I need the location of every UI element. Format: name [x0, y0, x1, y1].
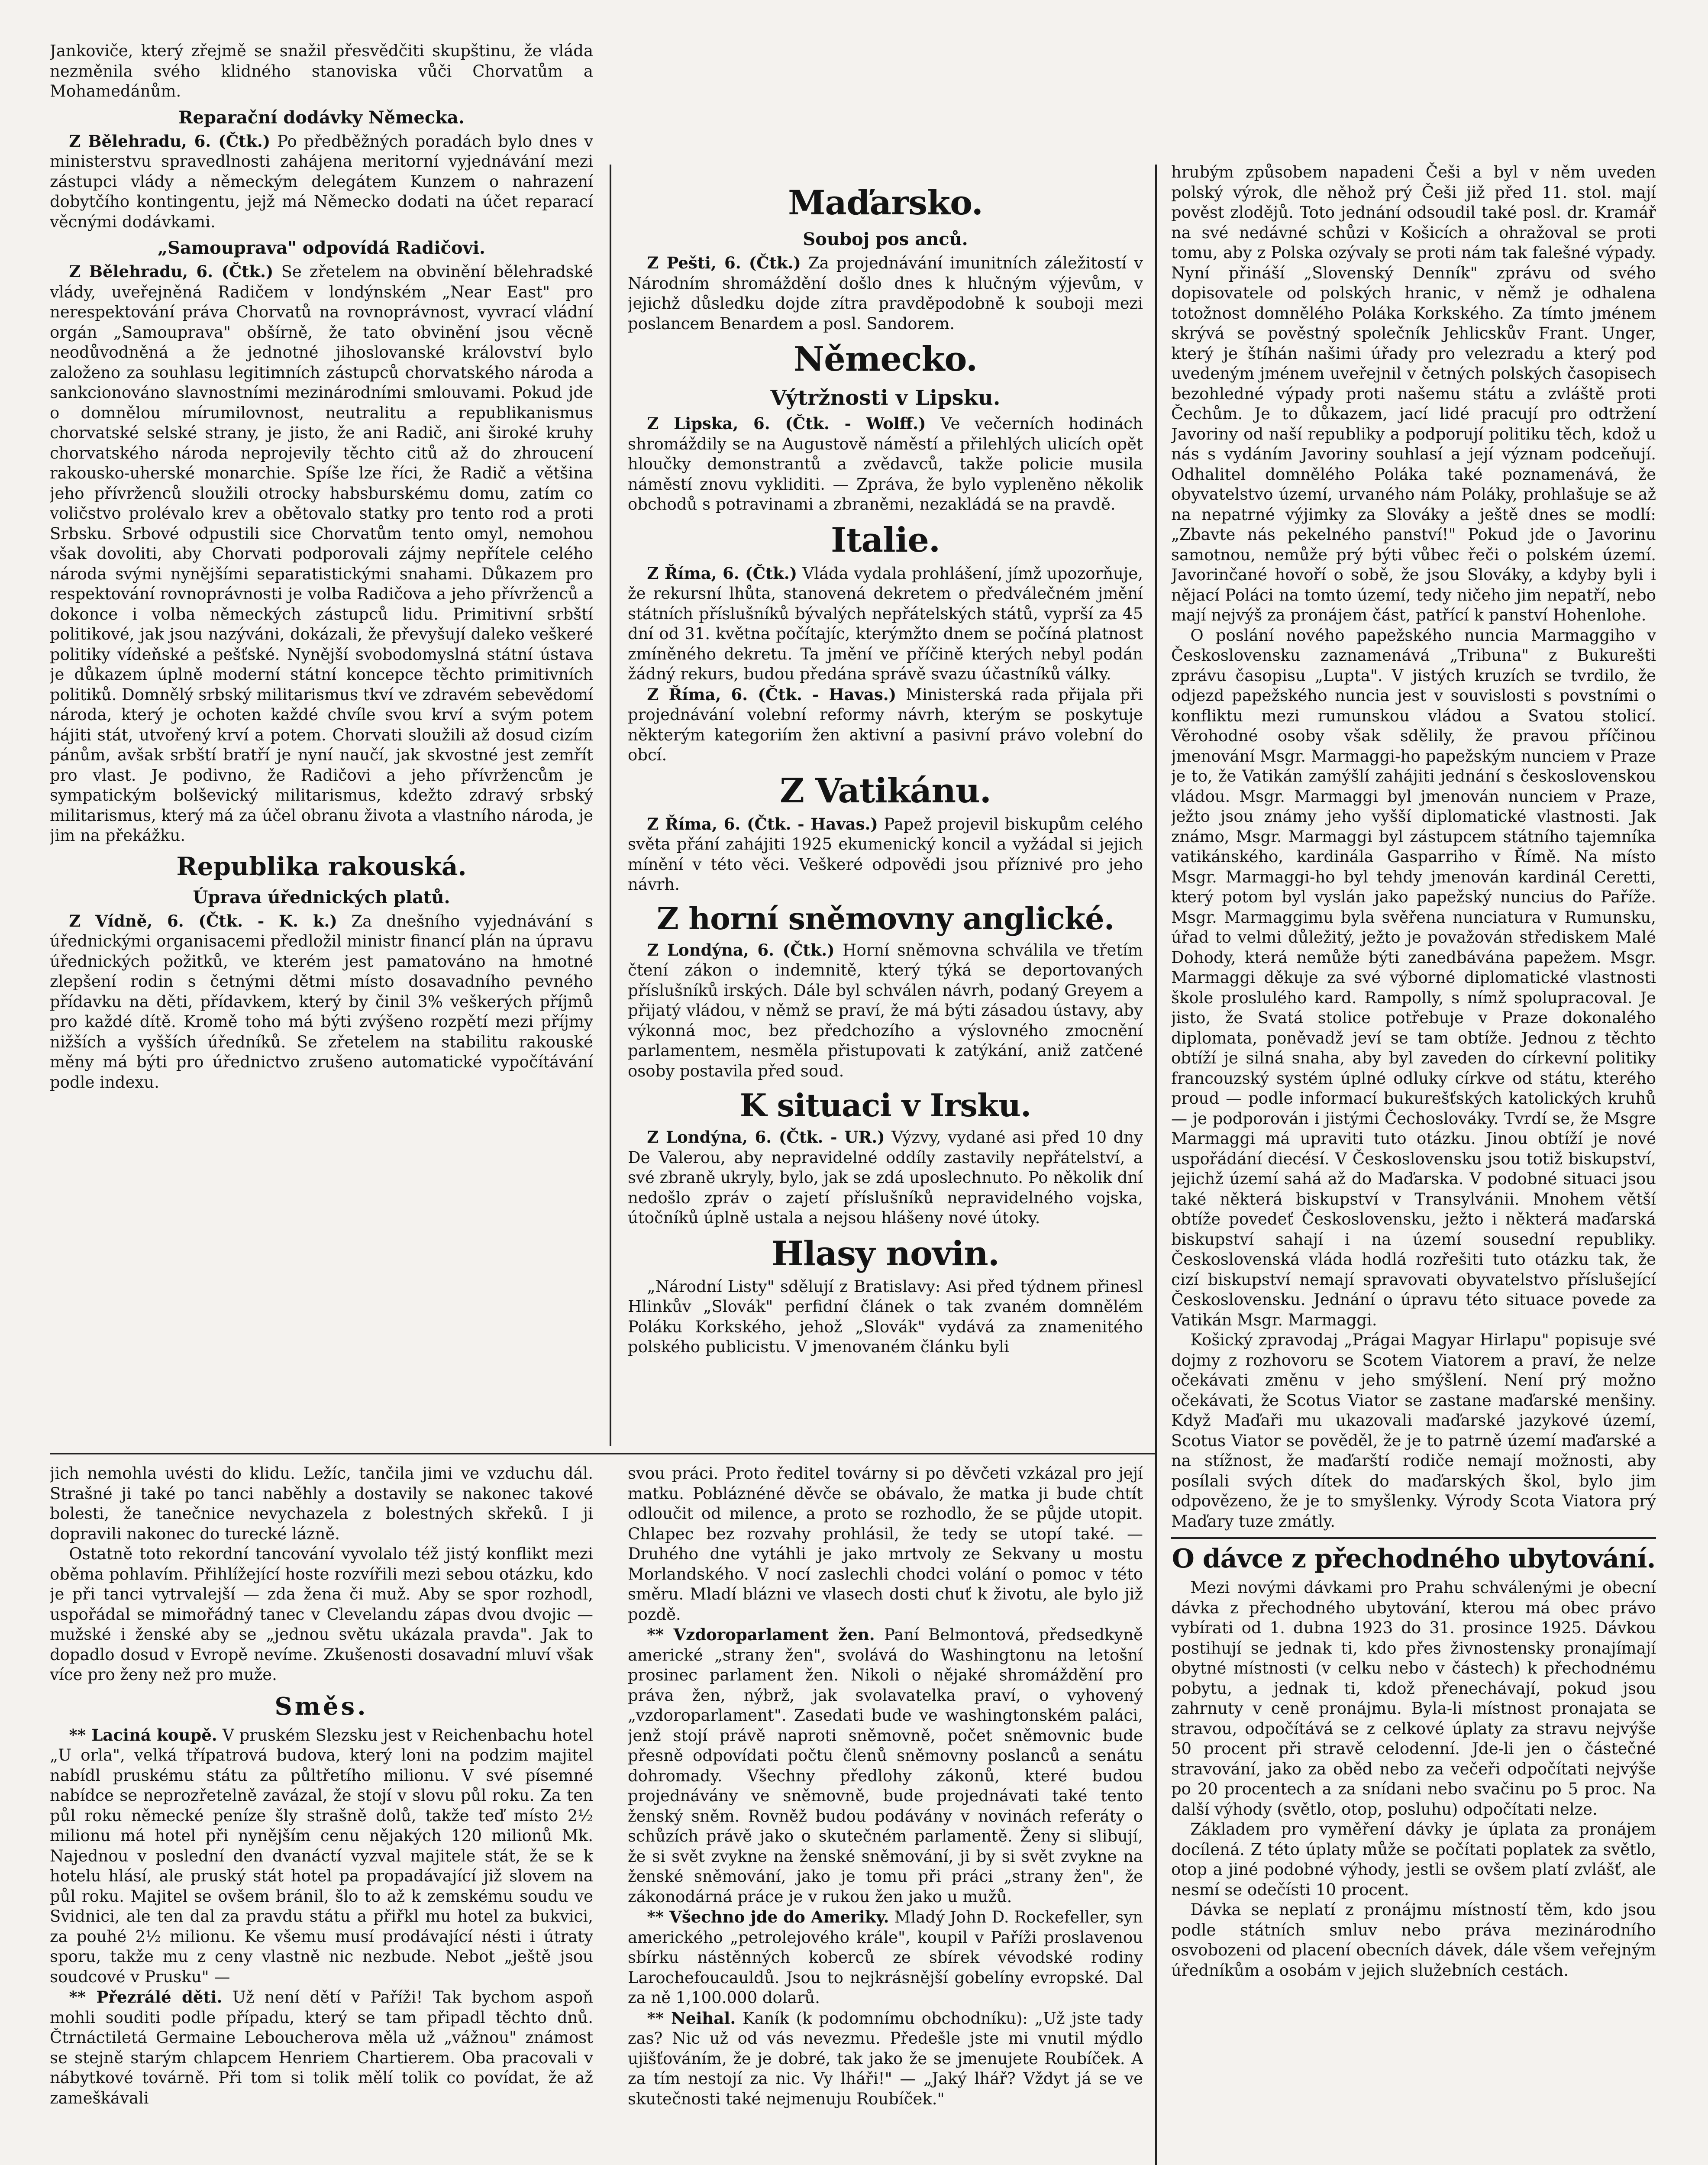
- headline-horni: Z horní sněmovny anglické.: [656, 900, 1114, 937]
- article-intro: Jankoviče, který zřejmě se snažil přesvědčiti skupštinu, že vláda nezměnila svého klidného stanoviska vůči Chorvatům a Mohamedánům.: [50, 42, 593, 100]
- feuilleton-cont: jich nemohla uvésti do klidu. Ležíc, tančila jimi ve vzduchu dál. Strašné ji také po tanci naběhly a dostavily se nakonec takové bolesti, že tanečnice nevychazela z bolestných skřeků. I ji dopravili nakonec do turecké lázně.: [50, 1464, 593, 1543]
- article-samouprava: [50, 262, 593, 846]
- article-davce-1: Mezi novými dávkami pro Prahu schválenými je obecní dávka z přechodného ubytování, kterou má obec právo vybírati od 1. dubna 1923 do 31. prosince 1925. Dávkou postihují se jednak ti, kdo přes živnostensky pronajímají obytné místnosti (v celku nebo v částech) k přechodnému pobytu, a jednak ti, kdož přenechávají, pokud jsou zahrnuty v ceně pronájmu. Byla-li místnost pronajata se stravou, odpočítává se z celkové úplaty za stravu nejvýše 50 procent při stravě celodenní. Jde-li jen o částečné stravování, jako za oběd nebo za večeři odpočítati nejvýše po 20 procentech a za snídani nebo svačinu po 5 proc. Na další výhody (světlo, otop, posluhu) odpočítati nelze.: [1171, 1578, 1656, 1819]
- article-davce-2: Základem pro vyměření dávky je úplata za pronájem docílená. Z této úplaty může se počítati poplatek za světlo, otop a jiné podobné výhody, jestli se ovšem platí zvlášť, ale nesmí se odečísti 10 procent.: [1171, 1820, 1656, 1899]
- article-body: Po předběžných poradách bylo dnes v ministerstvu spravedlnosti zahájena meritorní vyjednávání mezi zástupci vlády a německým delegátem Kunzem o nahrazení dobytčího kontingentu, jejž má Německo dodati na účet reparací věcnými dodávkami.: [50, 132, 593, 231]
- article-reparace: [50, 131, 593, 233]
- article-nuncius: O poslání nového papežského nuncia Marmaggiho v Československu zaznamenává „Tribuna" z Bukurešti zprávu časopisu „Lupta". V jistých kruzích se tvrdilo, že odjezd papežského nuncia jest v souvislosti s povstními o konfliktu mezi rumunskou vládou a Svatou stolicí. Věrohodné osoby však sdělily, že pravou příčinou jmenování Msgr. Marmaggi-ho papežským nunciem v Praze je to, že Vatikán zamýšlí zahájiti jednání s československou vládou. Msgr. Marmaggi byl jmenován nunciem v Praze, ježto jsou známy jeho vyšší diplomatické vlastnosti. Jak známo, Msgr. Marmaggi byl zástupcem státního tajemníka vatikánského, kardinála Gasparriho v Římě. Na místo Msgr. Marmaggi-ho byl tehdy jmenován kardinál Ceretti, který potom byl vyslán jako papežský nuncius do Paříže. Msgr. Marmaggimu byla svěřena nunciatura v Rumunsku, úřad to velmi důležitý, ježto je považován střediskem Malé Dohody, která nemůže býti zanedbávána papežem. Msgr. Marmaggi děkuje za své výborné diplomatické vlastnosti škole proslulého kard. Rampolly, s nímž spolupracoval. Je jisto, že Svatá stolice potřebuje v Praze dokonalého diplomata, poněvadž jeví se tam obtíže. Jednou z těchto obtíží je silná snaha, aby byl zaveden do církevní politiky francouzský systém úplné odluky církve od státu, kterého proud — podle informací bukurešťských katolických kruhů — je podporován i jistými Čechoslováky. Tvrdí se, že Msgre Marmaggi má upraviti tuto otázku. Jinou obtíží je nové uspořádání diecésí. V Československu jsou totiž biskupství, jejichž území sahá až do Maďarska. V podobné situaci jsou také některá biskupství v Transylvánii. Mnohem větší obtíže povedeť Československu, ježto i některá maďarská biskupství sahají i na území sousední republiky. Československá vláda hodlá rozřešiti tuto otázku tak, že cizí biskupství nemají spravovati obyvatelstvo příslušející Československu. Jednání o úpravu této situace povede za Vatikán Msgr. Marmaggi.: [1171, 626, 1656, 1329]
- headline-irsko: K situaci v Irsku.: [739, 1087, 1031, 1124]
- article-body: Vláda vydala prohlášení, jímž upozorňuje, že rekursní lhůta, stanovená dekretem o předválečném jmění státních příslušníků bývalých nepřátelských států, vyprší za 45 dní od 31. května počítajíc, kterýmžto dnem se počíná platnost zmíněného dekretu. Ta jmění ve příčině kterých nebyl podán žádný rekurs, budou předána správě svazu účastníků války.: [628, 564, 1143, 683]
- article-horni: [628, 940, 1143, 1082]
- article-italie-2: [628, 685, 1143, 766]
- article-scotus-viator: Košický zpravodaj „Prágai Magyar Hirlapu" popisuje své dojmy z rozhovoru se Scotem Viatorem a praví, že nelze očekávati změnu v jeho smýšlení. Není prý možno očekávati, že Scotus Viator se zastane maďarské menšiny. Když Maďaři mu ukazovali maďarské jazykové území, Scotus Viator se pověděl, že je to patrně území maďarské a na stížnost, že maďarští rodiče nemají možnosti, aby posílali svých dítek do maďarských škol, bylo jim odpovězeno, že je to smyšlenky. Výrody Scota Viatora prý Maďary tuze zmátly.: [1171, 1331, 1656, 1531]
- dateline: Z Vídně, 6. (Čtk. - K. k.): [69, 911, 337, 931]
- lower-column-1: [50, 1464, 593, 2165]
- headline-madarsko: Maďarsko.: [788, 183, 983, 223]
- headline-davce: O dávce z přechodného ubytování.: [1171, 1537, 1656, 1575]
- item-amerika: [628, 1907, 1143, 2008]
- headline-vatikan: Z Vatikánu.: [780, 771, 991, 811]
- column-2: [628, 178, 1143, 1446]
- article-davce-3: Dávka se neplatí z pronájmu místností těm, kdo jsou podle státních smluv nebo práva mezinárodního osvobozeni od placení obecních dávek, dále všem veřejným úředníkům a osobám v jejich služebních cestách.: [1171, 1900, 1656, 1980]
- section-rule: [50, 1453, 1155, 1454]
- column-3: [1171, 162, 1656, 2165]
- item-body: Už není dětí v Paříži! Tak bychom aspoň mohli souditi podle případu, který se tam připadl těchto dnů. Čtrnáctiletá Germaine Leboucherova měla už „vážnou" známost se stejně starým chlapcem Henriem Chartierem. Oba pracovali v nábytkové továrně. Při tom si tolik mělí tolik co povídat, že až zameškávali: [50, 1988, 593, 2107]
- article-body: Výzvy, vydané asi před 10 dny De Valerou, aby nepravidelné oddíly zastavily nepřátelství, a své zbraně ukryly, bylo, jak se zdá uposlechnuto. Po několik dní nedošlo zpráv o zajetí příslušníků nepravidelného vojska, útočníků úplně ustala a nejsou hlášeny nové útoky.: [628, 1128, 1143, 1227]
- article-hlasy-cont: hrubým způsobem napadeni Češi a byl v něm uveden polský výrok, dle něhož prý Češi již před 11. stol. mají pověst zlodějů. Toto jednání odsoudil také posl. dr. Kramář na své nedávné schůzi v Košicích a ohražoval se proti tomu, aby z Polska ozývaly se proti nám tak falešné výpady. Nyní přináší „Slovenský Denník" zprávu od svého dopisovatele od polských hranic, v němž je odhalena totožnost domnělého Poláka Korkského. Za tímto jménem skrývá se pověstný společník Jehlicskův Frant. Unger, který je štíhán našimi úřady pro velezradu a který pod uvedeným jménem uveřejnil v četných polských časopisech bezohledné výpady proti našemu státu a zvláště proti Čechům. Je to důkazem, jací lidé pracují pro odtržení Javoriny od naší republiky a podporují politiku těch, kdož u nás s vydáním Javoriny souhlasí a její význam podceňují. Odhalitel domnělého Poláka také poznamenává, že obyvatelstvo území, urvaného nám Poláky, prohlašuje se až na nepatrné výjimky za Slováky a ještě dnes se modlí: „Zbavte nás pekelného panství!" Pokud jde o Javorinu samotnou, nemůže prý býti vůbec řeči o polském území. Javorinčané hovoří o sobě, že jsou Slováky, a kdyby byli i nějací Poláci na tomto území, tedy ničeho jim nepatří, nebo mají nejvýš za pronájem část, patřící k panství Hohenlohe.: [1171, 163, 1656, 624]
- column-rule: [610, 165, 611, 1446]
- article-vytrznosti: [628, 414, 1143, 515]
- item-title: ** Vzdoroparlament žen.: [647, 1625, 875, 1644]
- dateline: Z Londýna, 6. (Čtk.): [647, 940, 835, 960]
- headline-reparace: Reparační dodávky Německa.: [178, 107, 465, 128]
- item-body: V pruském Slezsku jest v Reichenbachu hotel „U orla", velká třípatrová budova, který loni na podzim majitel nabídl pruskému státu za půltřetího milionu. V své písemné nabídce se neprozřetelně zavázal, že stojí v slovu půl roku. Za ten půl roku německé peníze šly strašně dolů, takže teď místo 2½ milionu má hotel při nynějším cenu nějakých 120 milionů Mk. Najednou v poslední den dvanáctí vyzval majitele stát, že se k hotelu hlásí, ale pruský stát hotel pa propadávající již slovem na půl roku. Majitel se ovšem bránil, šlo to až k zemskému soudu ve Svidnici, ale ten dal za pravdu státu a přiřkl mu hotel za bukvici, za pouhé 2½ milionu. Ke všemu musí prodávající nésti i útraty sporu, takže mu z ceny vlastně nic nezbude. Nebot „ještě jsou soudcové v Prusku" —: [50, 1726, 593, 1986]
- item-title: ** Všechno jde do Ameriky.: [647, 1907, 889, 1926]
- item-body: Mladý John D. Rockefeller, syn amerického „petrolejového krále", koupil v Paříži proslavenou sbírku nástěnných koberců ze sbírek vévodské rodiny Larochefoucauldů. Jsou to nejkrásnější gobelíny evropské. Dal za ně 1,100.000 dolarů.: [628, 1908, 1143, 2007]
- article-body: Papež projevil biskupům celého světa přání zahájiti 1925 ekumenický koncil a vyžádal si jejich mínění v této věci. Veškeré odpovědi jsou příznivé pro jeho návrh.: [628, 814, 1143, 894]
- headline-souboj: Souboj pos anců.: [803, 229, 968, 249]
- item-title: ** Přezrálé děti.: [69, 1987, 223, 2007]
- dateline: Z Říma, 6. (Čtk. - Havas.): [647, 814, 878, 834]
- article-body: Ministerská rada přijala při projednávání volební reformy návrh, kterým se poskytuje některým kategoriím žen aktivní a pasivní právo volební do obcí.: [628, 685, 1143, 764]
- item-body: Paní Belmontová, předsedkyně americké „strany žen", svolává do Washingtonu na letošní prosinec parlament žen. Nikoli o nějaké shromáždění pro práva žen, nýbrž, jak svolavatelka praví, o vyhovený „vzdoroparlament". Zasedati bude ve washingtonském paláci, jenž stojí právě naproti sněmovně, počet sněmovnic bude přesně odpovídati počtu členů sněmovny poslanců a senátu dohromady. Všechny předlohy zákonů, které budou projednávány ve sněmovně, bude projednávati také tento ženský sněm. Rovněž budou podávány v novinách referáty o schůzích právě jako o skutečném parlamentě. Ženy si slibují, že si svět zvykne na ženské sněmování, ji by si svět zvykne na ženské sněmování, jako je tomu při práci „strany žen", že zákonodárná práce je v rukou žen jako u mužů.: [628, 1625, 1143, 1906]
- item-prezrale-deti-cont: svou práci. Proto ředitel továrny si po děvčeti vzkázal pro její matku. Pobláznéné děvče se obávalo, že matka ji bude chtít odloučit od milence, a proto se rozhodlo, že se půjde utopit. Chlapec bez rozvahy prohlásil, že tedy se utopí také. — Druhého dne vytáhli je jako mrtvoly ze Sekvany u mostu Morlandského. V nocí zaslechli chodci volání o pomoc v této směru. Mladí blázni ve vlasech dosti chuť k životu, ale bylo již pozdě.: [628, 1464, 1143, 1624]
- article-souboj: [628, 253, 1143, 334]
- dateline: Z Říma, 6. (Čtk.): [647, 563, 797, 583]
- article-uprava: [50, 911, 593, 1093]
- dateline: Z Pešti, 6. (Čtk.): [647, 253, 801, 272]
- headline-vytrznosti: Výtržnosti v Lipsku.: [770, 386, 1001, 410]
- article-irsko: [628, 1127, 1143, 1228]
- article-vatikan: [628, 814, 1143, 895]
- item-title: ** Neihal.: [647, 2008, 736, 2028]
- headline-smes: Směs.: [274, 1692, 368, 1721]
- article-body: Za dnešního vyjednávání s úřednickými organisacemi předložil ministr financí plán na úpravu úřednických požitků, ve kterém jest pamatováno na hmotné zlepšení rodin s četnými dětmi místo dosavadního pevného přídavku na děti, přídavkem, který by činil 3% veškerých příjmů pro každé dítě. Kromě toho má býti zvýšeno rozpětí mezi příjmy nižších a vyšších úředníků. Se zřetelem na stabilitu rakouské měny má býti pro úřednictvo zrušeno automatické vypočítávání podle indexu.: [50, 911, 593, 1092]
- column-1: [50, 41, 593, 1448]
- item-vzdoroparlament: [628, 1625, 1143, 1907]
- headline-hlasy: Hlasy novin.: [772, 1234, 999, 1273]
- item-title: ** Laciná koupě.: [69, 1725, 217, 1745]
- dateline: Z Bělehradu, 6. (Čtk.): [69, 131, 271, 151]
- dateline: Z Říma, 6. (Čtk. - Havas.): [647, 685, 897, 704]
- headline-republika: Republika rakouská.: [176, 851, 467, 881]
- headline-nemecko: Německo.: [793, 339, 978, 379]
- item-body: Kaník (k podomnímu obchodníku): „Už jste tady zas? Nic už od vás nevezmu. Předešle jste mi vnutil mýdlo ujišťováním, že je dobré, tak jako že se jmenujete Roubíček. A za tím nestojí za nic. Vy lháři!" — „Jaký lhář? Vždyt já se ve skutečnosti také nejmenuju Roubíček.": [628, 2009, 1143, 2108]
- headline-uprava: Úprava úřednických platů.: [193, 887, 450, 908]
- article-body: Se zřetelem na obvinění bělehradské vlády, uveřejněná Radičem v londýnském „Near East" pro nerespektování práva Chorvatů na rovnoprávnost, vyvrací vládní orgán „Samouprava" obšírně, že tato obvinění jsou věcně neodůvodněná a že jednotné jihoslovanské království bylo založeno za souhlasu legitimních zástupců chorvatského národa a sankcionováno slavnostními mezinárodními smlouvami. Pokud jde o domnělou mírumilovnost, neutralitu a republikanismus chorvatské selské strany, je jisto, že ani Radič, ani široké kruhy chorvatského národa neprojevily těchto citů až do zhroucení rakousko-uherské monarchie. Spíše lze říci, že Radič a většina jeho přívrženců sloužili otrocky habsburskému domu, zatím co voličstvo prolévalo krev a obětovalo statky pro tento rod a proti Srbsku. Srbové odpustili sice Chorvatům tento omyl, nemohou však dovoliti, aby Chorvati podporovali zájmy nepřítele celého národa svými nynějšími separatistickými snahami. Důkazem pro respektování rovnoprávnosti je volba Radičova a jeho přívrženců a dokonce i volba německých zástupců lidu. Primitivní srbští politikové, jak jsou nazýváni, dokázali, že převyšují daleko veškeré politiky vídeňské a pešťské. Nynější svobodomyslná státní ústava je důkazem úplně moderní státní koncepce těchto primitivních politiků. Domnělý srbský militarismus tkví ve zdravém sebevědomí národa, který je ochoten každé chvíle svou krví a svým potem hájiti stát, utvořený krví a potem. Chorvati sloužili až dosud cizím pánům, avšak srbští bratří je nyní naučí, jak skvostné jest zemřít pro vlast. Je podivno, že Radičovi a jeho přívržencům je sympatickým bolševický militarismus, kdežto zdravý srbský militarismus, který má za účel obranu života a vlastního národa, je jim na překážku.: [50, 262, 593, 845]
- dateline: Z Bělehradu, 6. (Čtk.): [69, 262, 274, 281]
- headline-italie: Italie.: [830, 520, 940, 560]
- lower-column-2: [628, 1464, 1143, 2165]
- article-body: Horní sněmovna schválila ve třetím čtení zákon o indemnitě, který týká se deportovaných příslušníků irských. Dále byl schválen návrh, podaný Greyem a přijatý vládou, v němž se praví, že má býti zásadou ústavy, aby výkonná moc, bez předchozího a výslovného zmocnění parlamentem, nesměla přistupovati k zatýkání, aniž zatčené osoby postavila před soud.: [628, 940, 1143, 1080]
- column-rule: [1155, 165, 1157, 2165]
- article-body: Ve večerních hodinách shromáždily se na Augustově náměstí a přilehlých ulicích opět hloučky demonstrantů a zvědavců, takže policie musila náměstí znovu vykliditi. — Zpráva, že bylo vypleněno několik obchodů s potravinami a zbraněmi, nezakládá se na pravdě.: [628, 414, 1143, 514]
- dateline: Z Londýna, 6. (Čtk. - UR.): [647, 1128, 885, 1147]
- item-neihal: [628, 2008, 1143, 2110]
- dateline: Z Lipska, 6. (Čtk. - Wolff.): [647, 414, 926, 433]
- article-body: Za projednávání imunitních záležitostí v Národním shromáždění došlo dnes k hlučným výjevům, v jejichž důsledku dojde zítra pravděpodobně k souboji mezi poslancem Benardem a posl. Sandorem.: [628, 254, 1143, 333]
- item-prezrale-deti: [50, 1987, 593, 2108]
- item-laciná-koupe: [50, 1725, 593, 1987]
- article-italie-1: [628, 563, 1143, 685]
- headline-samouprava: „Samouprava" odpovídá Radičovi.: [158, 238, 485, 258]
- article-hlasy: „Národní Listy" sdělují z Bratislavy: Asi před týdnem přinesl Hlinkův „Slovák" perfidní článek o tak zvaném domnělém Poláku Korkského, jehož „Slovák" vydává za znamenitého polského publicistu. V jmenovaném článku byli: [628, 1277, 1143, 1356]
- feuilleton-text: Ostatně toto rekordní tancování vyvolalo též jistý konflikt mezi oběma pohlavím. Přihlížející hoste rozvířili mezi sebou otázku, kdo je při tanci vytrvalejší — zda žena či muž. Aby se spor rozhodl, uspořádal se mimořádný tanec v Clevelandu zápas dvou dvojic — mužské i ženské aby se „jednou světu ukázala pravda". Jak to dopadlo dosud v Evropě nevíme. Zkušenosti dosavadní mluví však více pro ženy než pro muže.: [50, 1545, 593, 1684]
